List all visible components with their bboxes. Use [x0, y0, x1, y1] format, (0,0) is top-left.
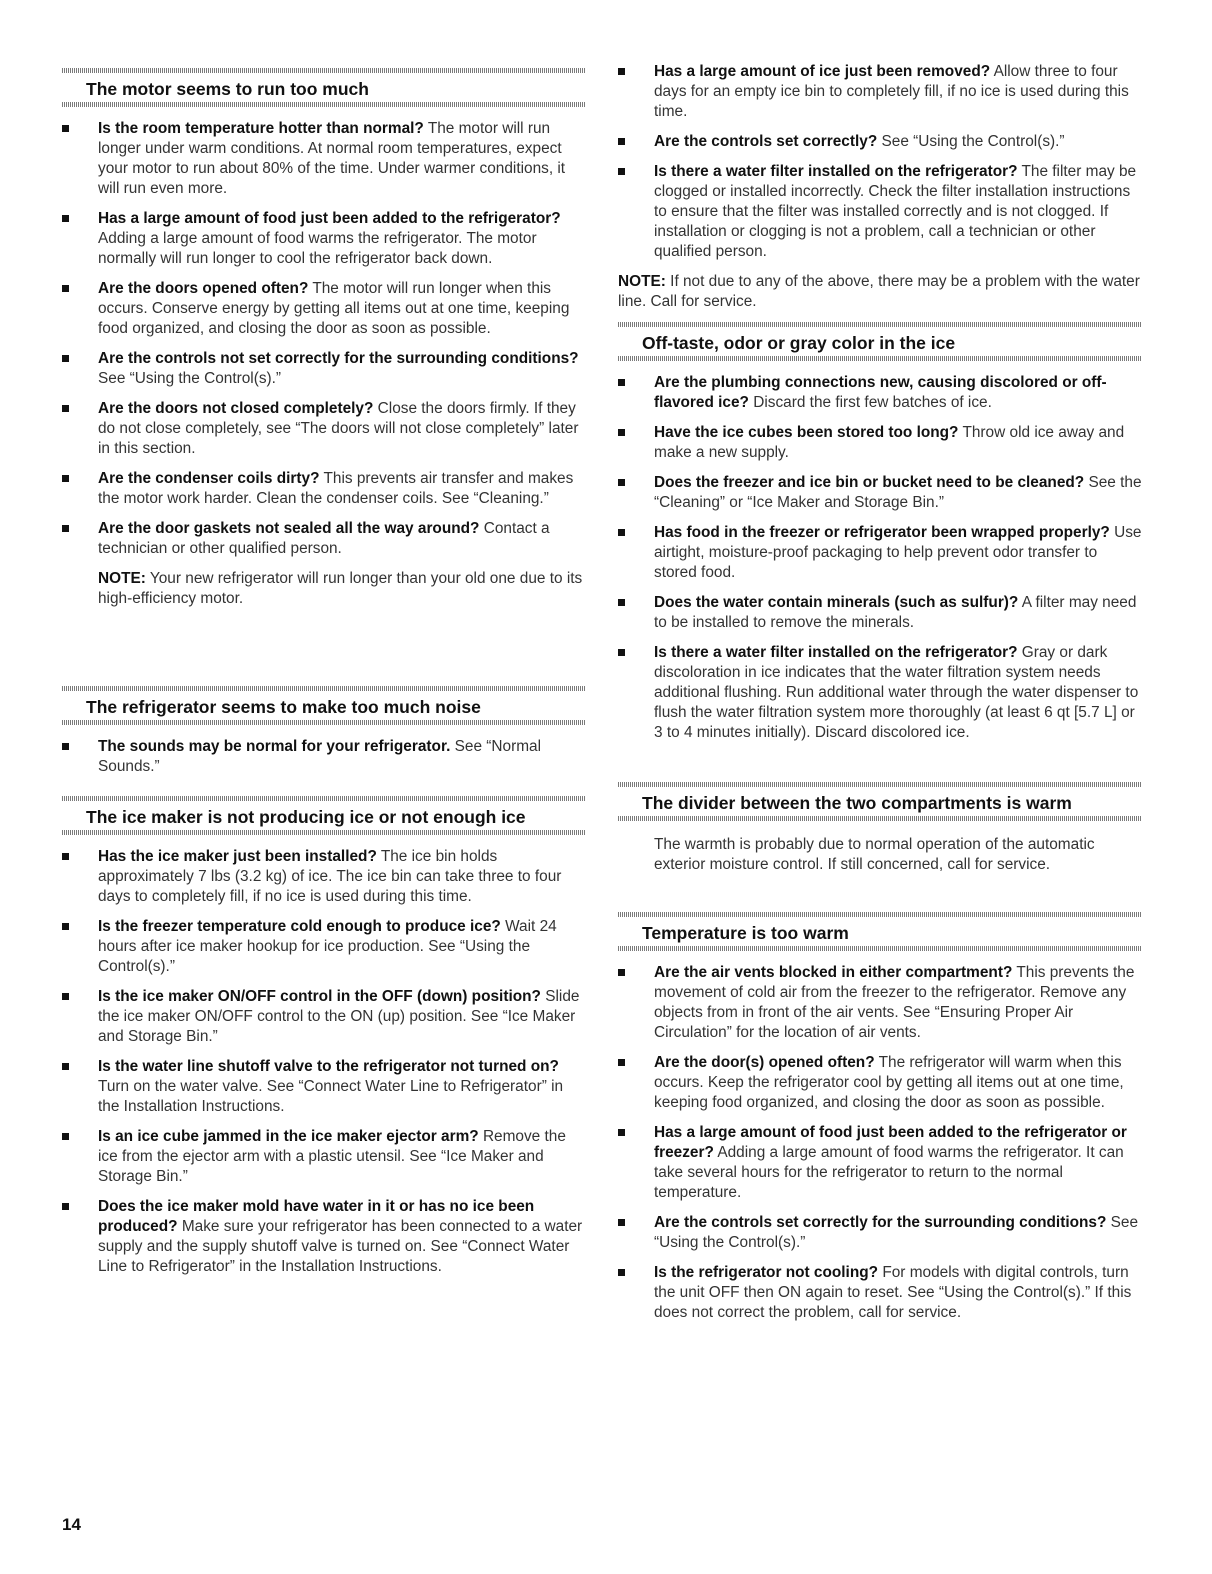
section-heading: The ice maker is not producing ice or not enough ice — [86, 807, 526, 827]
item-answer: This prevents the movement of cold air from the freezer to the refrigerator. Remove any objects from in front of the air vents. See “Ensuring Proper Air Circulation” for the location of air vents. — [654, 964, 1135, 1041]
item-list — [618, 62, 1142, 262]
square-bullet-icon — [62, 285, 69, 292]
square-bullet-icon — [618, 379, 625, 386]
square-bullet-icon — [618, 138, 625, 145]
item-question: Are the controls not set correctly for the surrounding conditions? — [98, 350, 579, 367]
square-bullet-icon — [62, 993, 69, 1000]
item-question: Are the condenser coils dirty? — [98, 470, 320, 487]
item-answer: For models with digital controls, turn the unit OFF then ON again to reset. See “Using the Control(s).” If this does not correct the problem, call for service. — [654, 1264, 1132, 1321]
item-question: Are the air vents blocked in either compartment? — [654, 964, 1013, 981]
square-bullet-icon — [618, 1059, 625, 1066]
item-answer: A filter may need to be installed to remove the minerals. — [654, 594, 1137, 631]
list-item — [618, 963, 1142, 1043]
section-temperature — [618, 912, 1142, 1333]
item-question: Has a large amount of ice just been removed? — [654, 63, 991, 80]
list-item — [62, 469, 586, 509]
square-bullet-icon — [618, 599, 625, 606]
list-item — [62, 987, 586, 1047]
square-bullet-icon — [62, 1063, 69, 1070]
item-answer: The motor will run longer when this occurs. Conserve energy by getting all items out at one time, keeping food organized, and closing the door as soon as possible. — [98, 280, 570, 337]
list-item — [618, 373, 1142, 413]
section-heading: The refrigerator seems to make too much noise — [86, 697, 481, 717]
section-off-taste — [618, 322, 1142, 753]
item-question: Are the door gaskets not sealed all the way around? — [98, 520, 480, 537]
square-bullet-icon — [618, 479, 625, 486]
list-item — [62, 737, 586, 777]
item-answer: Make sure your refrigerator has been connected to a water supply and the supply shutoff valve is turned on. See “Connect Water Line to Refrigerator” in the Installation Instructions. — [98, 1218, 583, 1275]
square-bullet-icon — [62, 743, 69, 750]
note-label: NOTE: — [618, 273, 666, 290]
section-heading: The divider between the two compartments is warm — [642, 793, 1072, 813]
section-motor — [62, 68, 586, 609]
section-ice-maker-continued — [618, 62, 1142, 312]
item-list — [618, 963, 1142, 1323]
item-answer: The refrigerator will warm when this occurs. Keep the refrigerator cool by getting all items out at one time, keeping food organized, and closing the door as soon as possible. — [654, 1054, 1124, 1111]
section-divider-warm — [618, 782, 1142, 875]
item-question: The sounds may be normal for your refrigerator. — [98, 738, 451, 755]
list-item — [618, 523, 1142, 583]
square-bullet-icon — [618, 68, 625, 75]
item-list — [62, 737, 586, 777]
item-list — [618, 373, 1142, 743]
square-bullet-icon — [62, 1133, 69, 1140]
item-answer: See “Normal Sounds.” — [98, 738, 542, 775]
item-answer: Use airtight, moisture-proof packaging to help prevent odor transfer to stored food. — [654, 524, 1142, 581]
square-bullet-icon — [62, 405, 69, 412]
item-question: Is an ice cube jammed in the ice maker ejector arm? — [98, 1128, 479, 1145]
list-item — [618, 1213, 1142, 1253]
item-question: Is there a water filter installed on the refrigerator? — [654, 163, 1018, 180]
list-item — [62, 349, 586, 389]
square-bullet-icon — [62, 525, 69, 532]
item-answer: Adding a large amount of food warms the refrigerator. It can take several hours for the refrigerator to return to the normal temperature. — [654, 1144, 1124, 1201]
square-bullet-icon — [62, 923, 69, 930]
item-question: Does the freezer and ice bin or bucket need to be cleaned? — [654, 474, 1085, 491]
square-bullet-icon — [618, 1129, 625, 1136]
item-answer: Wait 24 hours after ice maker hookup for ice production. See “Using the Control(s).” — [98, 918, 557, 975]
list-item — [62, 917, 586, 977]
item-answer: Gray or dark discoloration in ice indicates that the water filtration system needs additional flushing. Run additional water through the water dispenser to flush the water filtration system more thoroughly (at least 6 qt [5.7 L] or 3 to 4 minutes initially). Discard discolored ice. — [654, 644, 1139, 741]
square-bullet-icon — [62, 475, 69, 482]
item-answer: Discard the first few batches of ice. — [753, 394, 992, 411]
heading-rule-bottom — [618, 356, 1142, 361]
square-bullet-icon — [62, 125, 69, 132]
square-bullet-icon — [62, 853, 69, 860]
section-heading: The motor seems to run too much — [86, 79, 369, 99]
note — [62, 569, 586, 609]
item-question: Are the doors opened often? — [98, 280, 309, 297]
heading-rule-bottom — [618, 816, 1142, 821]
heading-rule-bottom — [62, 102, 586, 107]
note-text: Your new refrigerator will run longer than your old one due to its high-efficiency motor. — [98, 570, 583, 607]
square-bullet-icon — [618, 429, 625, 436]
list-item — [618, 1053, 1142, 1113]
item-answer: See the “Cleaning” or “Ice Maker and Storage Bin.” — [654, 474, 1142, 511]
item-question: Has a large amount of food just been added to the refrigerator? — [98, 210, 561, 227]
section-paragraph: The warmth is probably due to normal operation of the automatic exterior moisture control. If still concerned, call for service. — [654, 836, 1095, 873]
note-label: NOTE: — [98, 570, 146, 587]
list-item — [62, 119, 586, 199]
square-bullet-icon — [618, 529, 625, 536]
list-item — [62, 279, 586, 339]
heading-rule-bottom — [62, 720, 586, 725]
list-item — [62, 519, 586, 559]
item-answer: See “Using the Control(s).” — [881, 133, 1065, 150]
item-answer: Allow three to four days for an empty ice bin to completely fill, if no ice is used during this time. — [654, 63, 1129, 120]
item-answer: Slide the ice maker ON/OFF control to the ON (up) position. See “Ice Maker and Storage Bin.” — [98, 988, 580, 1045]
list-item — [62, 209, 586, 269]
item-question: Is the ice maker ON/OFF control in the OFF (down) position? — [98, 988, 541, 1005]
item-question: Is the freezer temperature cold enough to produce ice? — [98, 918, 501, 935]
item-answer: The ice bin holds approximately 7 lbs (3.2 kg) of ice. The ice bin can take three to four days to completely fill, if no ice is used during this time. — [98, 848, 562, 905]
item-question: Are the plumbing connections new, causing discolored or off-flavored ice? — [654, 374, 1107, 411]
item-question: Are the controls set correctly for the surrounding conditions? — [654, 1214, 1107, 1231]
page-number: 14 — [62, 1515, 81, 1534]
item-list — [62, 847, 586, 1277]
item-answer: See “Using the Control(s).” — [98, 370, 282, 387]
square-bullet-icon — [618, 168, 625, 175]
heading-rule-bottom — [618, 946, 1142, 951]
item-answer: Throw old ice away and make a new supply. — [654, 424, 1125, 461]
square-bullet-icon — [618, 969, 625, 976]
list-item — [618, 423, 1142, 463]
note — [618, 272, 1142, 312]
list-item — [62, 1127, 586, 1187]
item-answer: See “Using the Control(s).” — [654, 1214, 1139, 1251]
item-question: Are the doors not closed completely? — [98, 400, 374, 417]
heading-rule-bottom — [62, 830, 586, 835]
item-answer: The motor will run longer under warm conditions. At normal room temperatures, expect your motor to run about 80% of the time. Under warmer conditions, it will run even more. — [98, 120, 566, 197]
item-question: Are the door(s) opened often? — [654, 1054, 875, 1071]
section-heading: Off-taste, odor or gray color in the ice — [642, 333, 956, 353]
item-question: Does the water contain minerals (such as sulfur)? — [654, 594, 1019, 611]
item-question: Has the ice maker just been installed? — [98, 848, 377, 865]
list-item — [618, 132, 1142, 152]
list-item — [618, 1263, 1142, 1323]
square-bullet-icon — [618, 649, 625, 656]
item-list — [62, 119, 586, 559]
list-item — [618, 593, 1142, 633]
item-answer: Turn on the water valve. See “Connect Water Line to Refrigerator” in the Installation Instructions. — [98, 1078, 564, 1115]
item-answer: This prevents air transfer and makes the motor work harder. Clean the condenser coils. See “Cleaning.” — [98, 470, 574, 507]
section-heading: Temperature is too warm — [642, 923, 849, 943]
square-bullet-icon — [62, 355, 69, 362]
item-question: Has food in the freezer or refrigerator been wrapped properly? — [654, 524, 1110, 541]
item-question: Is the refrigerator not cooling? — [654, 1264, 879, 1281]
list-item — [618, 162, 1142, 262]
item-answer: The filter may be clogged or installed incorrectly. Check the filter installation instructions to ensure that the filter was installed correctly and is not clogged. If installation or clogging is not a problem, call a technician or other qualified person. — [654, 163, 1137, 260]
section-ice-maker — [62, 796, 586, 1287]
item-question: Have the ice cubes been stored too long? — [654, 424, 959, 441]
section-noise — [62, 686, 586, 787]
list-item — [62, 399, 586, 459]
list-item — [618, 473, 1142, 513]
list-item — [618, 62, 1142, 122]
square-bullet-icon — [62, 1203, 69, 1210]
square-bullet-icon — [618, 1269, 625, 1276]
item-question: Does the ice maker mold have water in it or has no ice been produced? — [98, 1198, 535, 1235]
list-item — [618, 1123, 1142, 1203]
list-item — [618, 643, 1142, 743]
item-question: Is the room temperature hotter than normal? — [98, 120, 424, 137]
list-item — [62, 1197, 586, 1277]
item-question: Is the water line shutoff valve to the refrigerator not turned on? — [98, 1058, 559, 1075]
item-answer: Adding a large amount of food warms the refrigerator. The motor normally will run longer to cool the refrigerator back down. — [98, 230, 537, 267]
square-bullet-icon — [618, 1219, 625, 1226]
item-question: Is there a water filter installed on the refrigerator? — [654, 644, 1018, 661]
item-answer: Remove the ice from the ejector arm with a plastic utensil. See “Ice Maker and Storage Bin.” — [98, 1128, 566, 1185]
item-answer: Close the doors firmly. If they do not close completely, see “The doors will not close completely” later in this section. — [98, 400, 579, 457]
item-question: Has a large amount of food just been added to the refrigerator or freezer? — [654, 1124, 1127, 1161]
list-item — [62, 847, 586, 907]
note-text: If not due to any of the above, there may be a problem with the water line. Call for service. — [618, 273, 1140, 310]
square-bullet-icon — [62, 215, 69, 222]
list-item — [62, 1057, 586, 1117]
item-answer: Contact a technician or other qualified person. — [98, 520, 550, 557]
item-question: Are the controls set correctly? — [654, 133, 878, 150]
